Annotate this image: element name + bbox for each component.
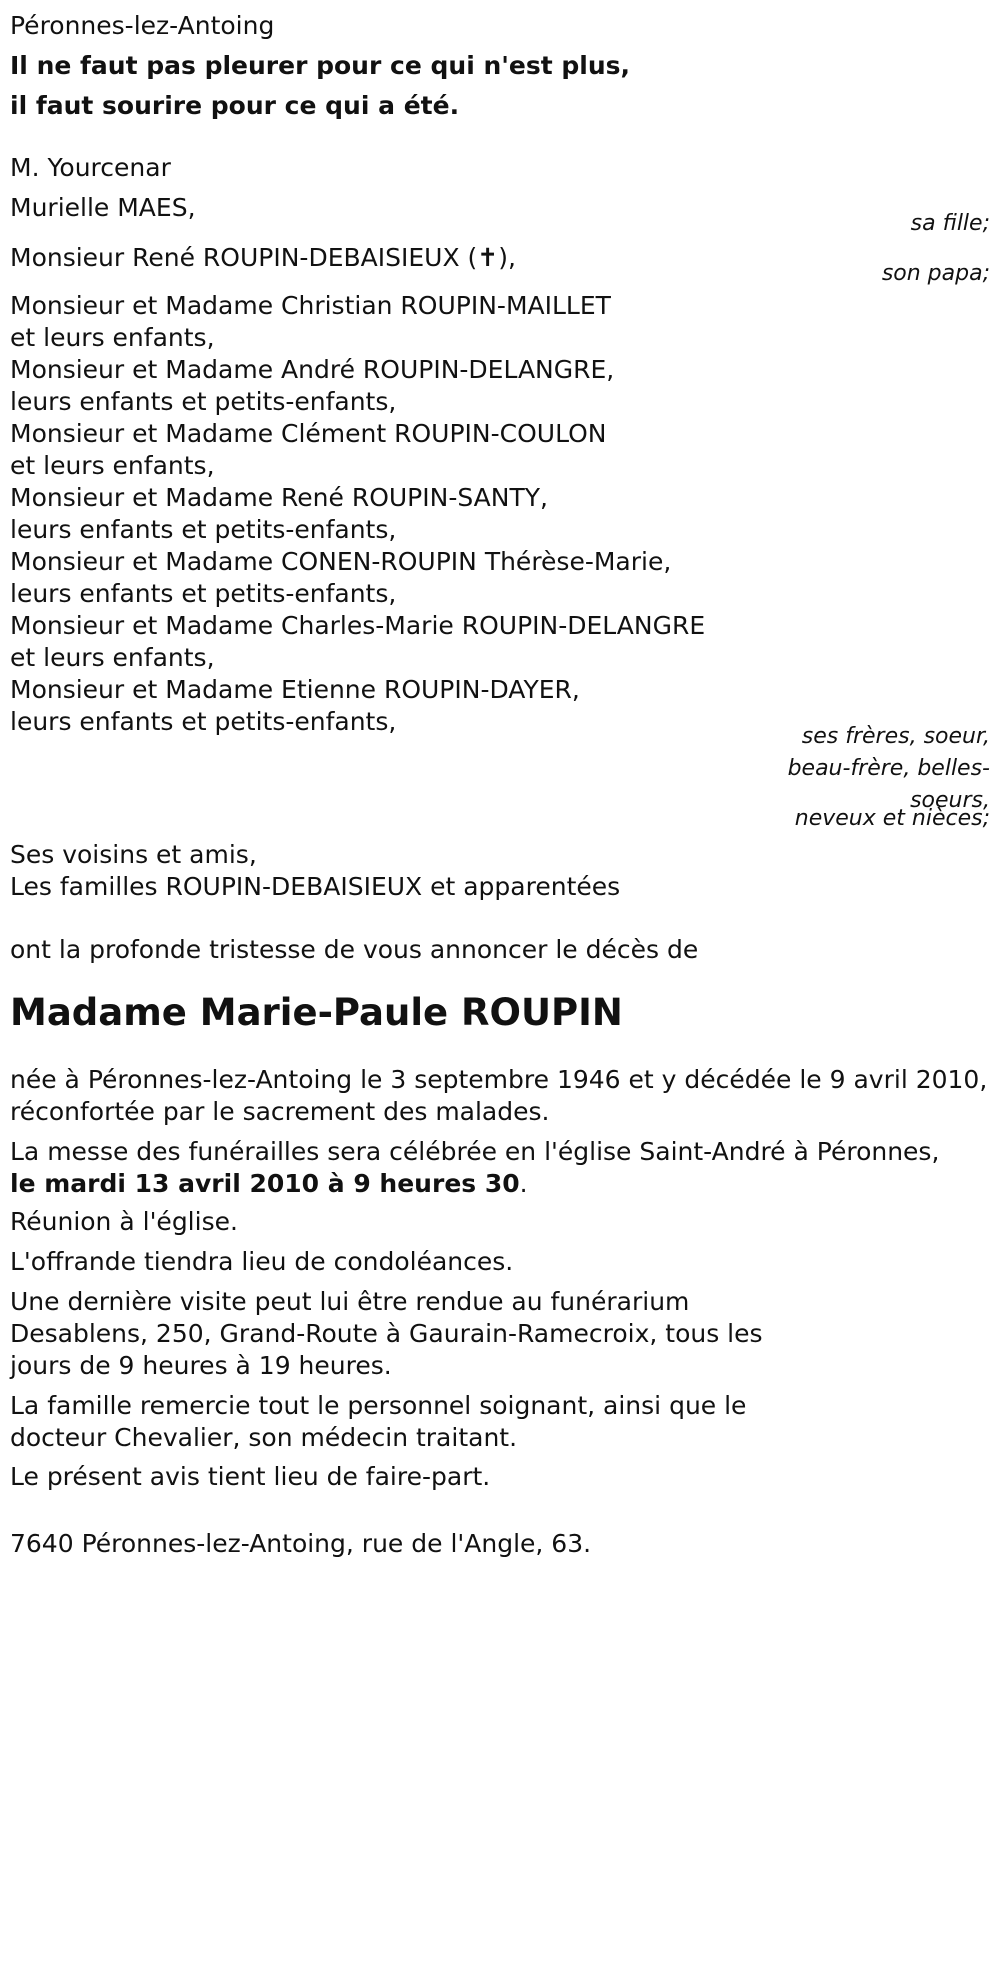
mass-paragraph bbox=[10, 1136, 990, 1200]
deceased-name: Madame Marie-Paule ROUPIN bbox=[10, 991, 623, 1034]
address: 7640 Péronnes-lez-Antoing, rue de l'Angle, 63. bbox=[10, 1529, 592, 1558]
others-line: Les familles ROUPIN-DEBAISIEUX et apparentées bbox=[10, 872, 621, 901]
notice-paragraph: Le présent avis tient lieu de faire-part. bbox=[10, 1462, 491, 1491]
sibling-line: leurs enfants et petits-enfants, bbox=[10, 387, 397, 416]
family-relation-daughter: sa fille; bbox=[910, 211, 990, 236]
family-name-father: Monsieur René ROUPIN-DEBAISIEUX (✝), bbox=[10, 243, 516, 272]
sibling-line: Monsieur et Madame CONEN-ROUPIN Thérèse-Marie, bbox=[10, 547, 672, 576]
quote-author: M. Yourcenar bbox=[10, 153, 171, 182]
siblings-relation-cont: neveux et nièces; bbox=[794, 806, 990, 831]
siblings-relation: ses frères, soeur, beau-frère, belles-soeurs, bbox=[787, 724, 990, 813]
quote-line-2: il faut sourire pour ce qui a été. bbox=[10, 91, 460, 120]
announcement: ont la profonde tristesse de vous annoncer le décès de bbox=[10, 935, 699, 964]
mass-date: le mardi 13 avril 2010 à 9 heures 30 bbox=[10, 1169, 520, 1198]
meeting-paragraph: Réunion à l'église. bbox=[10, 1207, 238, 1236]
sibling-line: Monsieur et Madame Charles-Marie ROUPIN-DELANGRE bbox=[10, 611, 706, 640]
visit-paragraph: Une dernière visite peut lui être rendue au funérarium Desablens, 250, Grand-Route à Gaurain-Ramecroix, tous les jours de 9 heures à 19 heures. bbox=[10, 1287, 763, 1380]
birth-paragraph: née à Péronnes-lez-Antoing le 3 septembre 1946 et y décédée le 9 avril 2010, réconfortée par le sacrement des malades. bbox=[10, 1065, 988, 1126]
sibling-line: leurs enfants et petits-enfants, bbox=[10, 707, 397, 736]
sibling-line: et leurs enfants, bbox=[10, 323, 215, 352]
place-header: Péronnes-lez-Antoing bbox=[10, 11, 275, 40]
others-line: Ses voisins et amis, bbox=[10, 840, 257, 869]
sibling-line: leurs enfants et petits-enfants, bbox=[10, 515, 397, 544]
mass-end: . bbox=[519, 1169, 528, 1198]
sibling-line: Monsieur et Madame Christian ROUPIN-MAILLET bbox=[10, 291, 611, 320]
mass-text: La messe des funérailles sera célébrée en l'église Saint-André à Péronnes, bbox=[10, 1137, 940, 1166]
sibling-line: leurs enfants et petits-enfants, bbox=[10, 579, 397, 608]
family-relation-father: son papa; bbox=[881, 261, 990, 286]
sibling-line: Monsieur et Madame Etienne ROUPIN-DAYER, bbox=[10, 675, 580, 704]
sibling-line: Monsieur et Madame Clément ROUPIN-COULON bbox=[10, 419, 607, 448]
offering-paragraph: L'offrande tiendra lieu de condoléances. bbox=[10, 1247, 514, 1276]
sibling-line: Monsieur et Madame René ROUPIN-SANTY, bbox=[10, 483, 548, 512]
quote-line-1: Il ne faut pas pleurer pour ce qui n'est plus, bbox=[10, 51, 631, 80]
sibling-line: et leurs enfants, bbox=[10, 451, 215, 480]
family-name-daughter: Murielle MAES, bbox=[10, 193, 196, 222]
sibling-line: Monsieur et Madame André ROUPIN-DELANGRE, bbox=[10, 355, 615, 384]
thanks-paragraph: La famille remercie tout le personnel soignant, ainsi que le docteur Chevalier, son médecin traitant. bbox=[10, 1391, 747, 1452]
sibling-line: et leurs enfants, bbox=[10, 643, 215, 672]
